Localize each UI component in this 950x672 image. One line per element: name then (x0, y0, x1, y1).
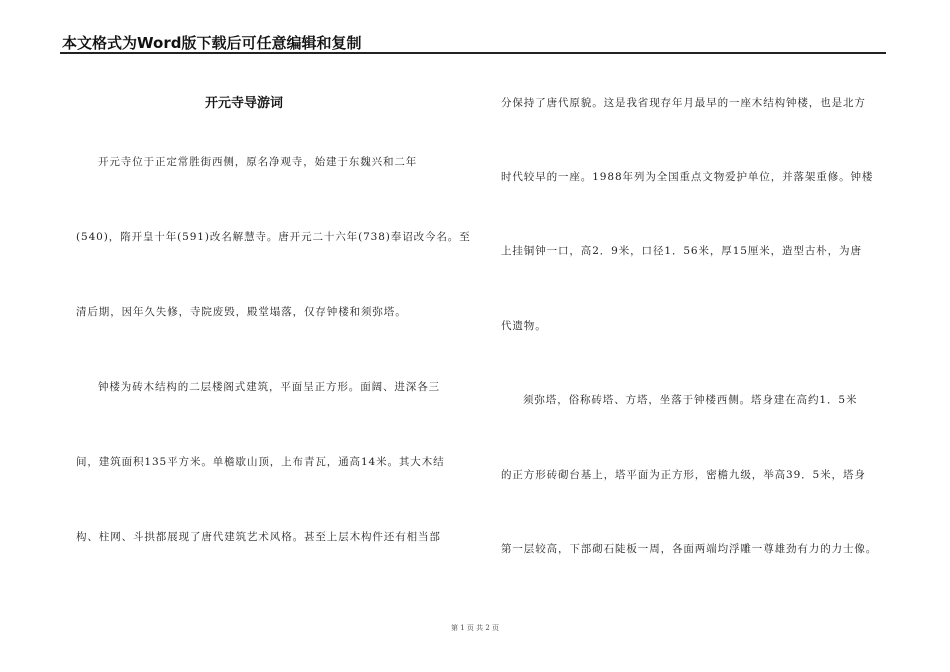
paragraph-line: 钟楼为砖木结构的二层楼阁式建筑，平面呈正方形。面阔、进深各三 (98, 381, 440, 393)
paragraph-line: 上挂铜钟一口，高2．9米，口径1．56米，厚15厘米，造型古朴，为唐 (501, 245, 862, 257)
paragraph-line: 间，建筑面积135平方米。单檐歇山顶，上布青瓦，通高14米。其大木结 (76, 456, 445, 468)
paragraph-line: 开元寺位于正定常胜街西侧，原名净观寺，始建于东魏兴和二年 (98, 156, 418, 168)
paragraph-line: 代遗物。 (501, 320, 547, 332)
paragraph-line: 构、柱网、斗拱都展现了唐代建筑艺术风格。甚至上层木构件还有相当部 (76, 531, 441, 543)
paragraph-line: 第一层较高，下部砌石陡板一周，各面两端均浮雕一尊雄劲有力的力士像。 (501, 543, 878, 555)
document-header: 本文格式为Word版下载后可任意编辑和复制 (62, 34, 362, 52)
paragraph-line: 须弥塔，俗称砖塔、方塔，坐落于钟楼西侧。塔身建在高约1．5米 (523, 394, 858, 406)
paragraph-line: 分保持了唐代原貌。这是我省现存年月最早的一座木结构钟楼，也是北方 (501, 97, 866, 109)
paragraph-line: 清后期，因年久失修，寺院废毁，殿堂塌落，仅存钟楼和须弥塔。 (76, 306, 407, 318)
paragraph-line: 的正方形砖砌台基上，塔平面为正方形，密檐九级，举高39．5米，塔身 (501, 469, 866, 481)
page-number: 第 1 页 共 2 页 (450, 624, 500, 632)
paragraph-line: 时代较早的一座。1988年列为全国重点文物爱护单位，并落架重修。钟楼 (501, 171, 874, 183)
paragraph-line: (540)，隋开皇十年(591)改名解慧寺。唐开元二十六年(738)奉诏改今名。至 (76, 231, 471, 243)
header-divider (60, 52, 886, 54)
page-title: 开元寺导游词 (205, 96, 284, 111)
